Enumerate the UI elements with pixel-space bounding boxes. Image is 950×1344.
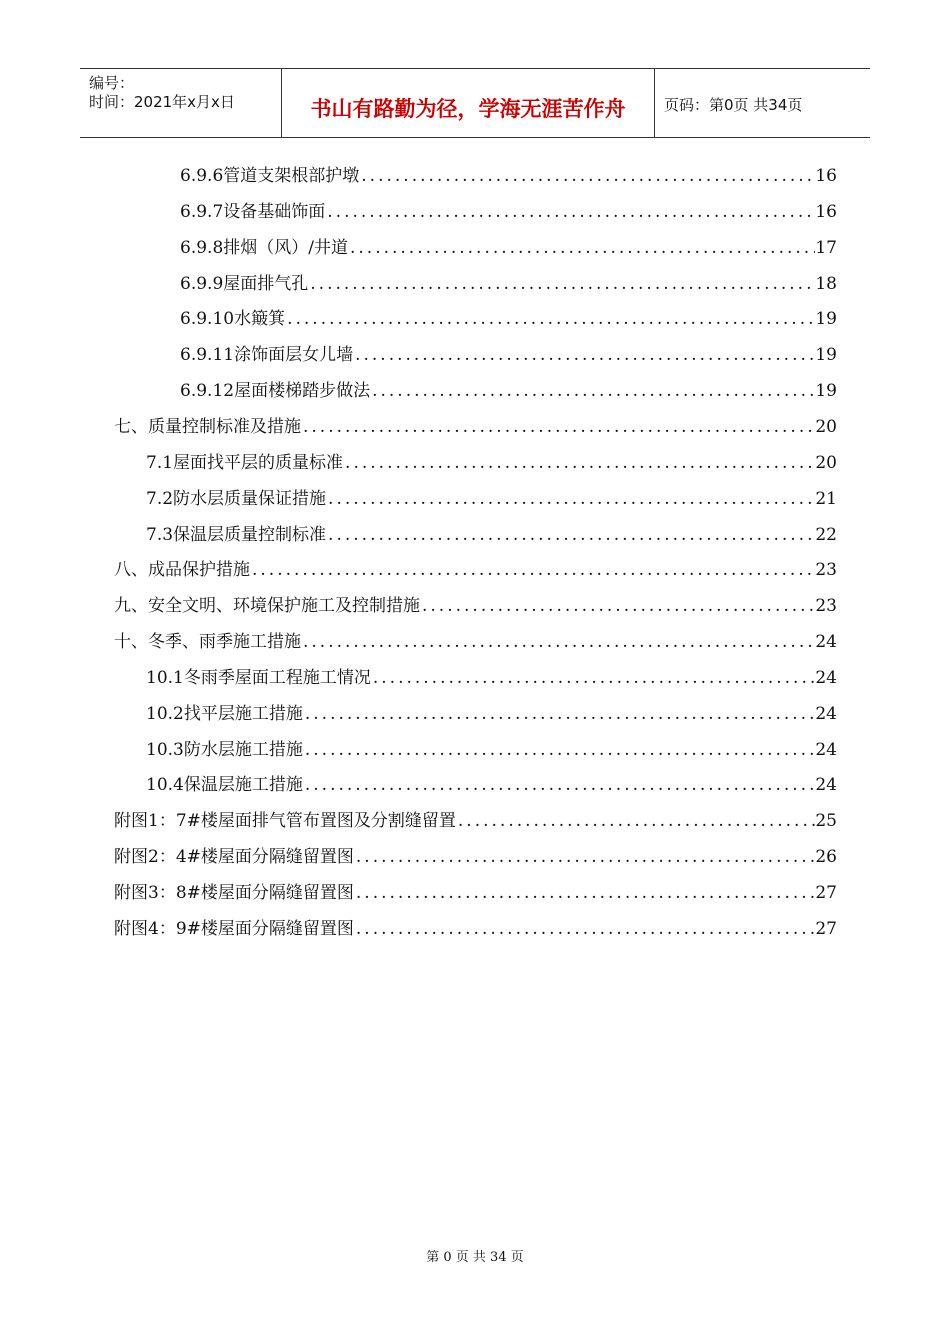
toc-entry[interactable] (180, 194, 837, 230)
toc-leader-dots (371, 660, 816, 696)
toc-entry-title: 10.2找平层施工措施 (146, 704, 303, 724)
toc-leader-dots (354, 875, 815, 911)
toc-entry-title: 6.9.12屋面楼梯踏步做法 (180, 381, 371, 401)
toc-leader-dots (348, 230, 815, 266)
toc-leader-dots (326, 517, 815, 553)
toc-entry-title: 7.1屋面找平层的质量标准 (146, 453, 344, 473)
toc-entry-page: 24 (815, 775, 837, 795)
toc-entry-title: 十、冬季、雨季施工措施 (114, 632, 301, 652)
toc-leader-dots (285, 301, 815, 337)
toc-entry[interactable] (146, 696, 837, 732)
toc-entry-page: 22 (815, 525, 837, 545)
toc-entry[interactable] (180, 301, 837, 337)
toc-entry[interactable] (180, 373, 837, 409)
toc-entry-page: 19 (815, 309, 837, 329)
toc-entry-title: 附图2：4#楼屋面分隔缝留置图 (114, 847, 354, 867)
toc-leader-dots (303, 696, 816, 732)
toc-entry[interactable] (114, 803, 837, 839)
toc-entry-page: 27 (815, 919, 837, 939)
toc-entry-title: 6.9.9屋面排气孔 (180, 274, 309, 294)
page-header (80, 68, 870, 138)
toc-entry-page: 19 (815, 381, 837, 401)
toc-entry-title: 附图1：7#楼屋面排气管布置图及分割缝留置 (114, 811, 456, 831)
toc-entry-page: 23 (815, 596, 837, 616)
document-number-label: 编号： (89, 74, 135, 92)
toc-leader-dots (420, 588, 815, 624)
toc-entry-title: 10.3防水层施工措施 (146, 740, 303, 760)
toc-entry-page: 24 (815, 668, 837, 688)
toc-entry-title: 6.9.11涂饰面层女儿墙 (180, 345, 354, 365)
toc-entry-page: 24 (815, 632, 837, 652)
toc-leader-dots (353, 337, 815, 373)
toc-leader-dots (343, 445, 815, 481)
toc-leader-dots (326, 481, 815, 517)
toc-entry-page: 16 (815, 166, 837, 186)
toc-entry-page: 17 (815, 238, 837, 258)
toc-entry-title: 10.4保温层施工措施 (146, 775, 303, 795)
toc-entry-title: 6.9.8排烟（风）/井道 (180, 238, 348, 258)
toc-entry[interactable] (114, 875, 837, 911)
toc-entry-page: 23 (815, 560, 837, 580)
toc-leader-dots (354, 911, 815, 947)
toc-entry-title: 7.3保温层质量控制标准 (146, 525, 327, 545)
toc-leader-dots (325, 194, 815, 230)
toc-leader-dots (308, 266, 815, 302)
toc-entry[interactable] (114, 588, 837, 624)
toc-entry-page: 18 (815, 274, 837, 294)
toc-entry[interactable] (180, 158, 837, 194)
toc-entry-title: 八、成品保护措施 (114, 560, 250, 580)
toc-entry[interactable] (146, 732, 837, 768)
header-motto: 书山有路勤为径，学海无涯苦作舟 (310, 97, 626, 121)
page-footer: 第 0 页 共 34 页 (426, 1250, 524, 1265)
toc-entry-title: 6.9.10水簸箕 (180, 309, 286, 329)
toc-leader-dots (301, 409, 815, 445)
toc-entry-title: 6.9.7设备基础饰面 (180, 202, 326, 222)
toc-entry-title: 附图4：9#楼屋面分隔缝留置图 (114, 919, 354, 939)
toc-entry[interactable] (146, 767, 837, 803)
toc-entry-title: 九、安全文明、环境保护施工及控制措施 (114, 596, 420, 616)
header-meta-cell (80, 69, 280, 137)
toc-entry-title: 10.1冬雨季屋面工程施工情况 (146, 668, 371, 688)
toc-entry[interactable] (114, 624, 837, 660)
toc-entry-page: 20 (815, 453, 837, 473)
toc-entry-page: 27 (815, 883, 837, 903)
toc-entry-page: 25 (815, 811, 837, 831)
toc-entry[interactable] (114, 839, 837, 875)
toc-leader-dots (354, 839, 815, 875)
toc-leader-dots (301, 624, 815, 660)
toc-entry-page: 19 (815, 345, 837, 365)
toc-entry-title: 七、质量控制标准及措施 (114, 417, 301, 437)
toc-leader-dots (370, 373, 815, 409)
toc-entry-page: 16 (815, 202, 837, 222)
header-motto-cell (281, 69, 655, 137)
toc-entry[interactable] (146, 660, 837, 696)
header-page-cell (654, 69, 870, 137)
toc-entry[interactable] (180, 337, 837, 373)
toc-leader-dots (303, 732, 816, 768)
header-page-info: 页码：第0页 共34页 (664, 96, 803, 114)
toc-entry[interactable] (180, 266, 837, 302)
toc-leader-dots (250, 552, 815, 588)
toc-entry[interactable] (146, 517, 837, 553)
toc-entry-page: 20 (815, 417, 837, 437)
toc-entry-title: 7.2防水层质量保证措施 (146, 489, 327, 509)
toc-entry[interactable] (180, 230, 837, 266)
toc-entry-title: 附图3：8#楼屋面分隔缝留置图 (114, 883, 354, 903)
toc-entry[interactable] (114, 552, 837, 588)
toc-leader-dots (359, 158, 815, 194)
toc-entry-page: 26 (815, 847, 837, 867)
document-time-label: 时间：2021年x月x日 (89, 93, 235, 111)
toc-entry[interactable] (114, 911, 837, 947)
toc-leader-dots (303, 767, 816, 803)
toc-entry-page: 24 (815, 740, 837, 760)
toc-entry[interactable] (114, 409, 837, 445)
toc-entry-page: 24 (815, 704, 837, 724)
toc-entry-page: 21 (815, 489, 837, 509)
toc-entry-title: 6.9.6管道支架根部护墩 (180, 166, 360, 186)
toc-entry[interactable] (146, 445, 837, 481)
toc-entry[interactable] (146, 481, 837, 517)
toc-leader-dots (456, 803, 815, 839)
